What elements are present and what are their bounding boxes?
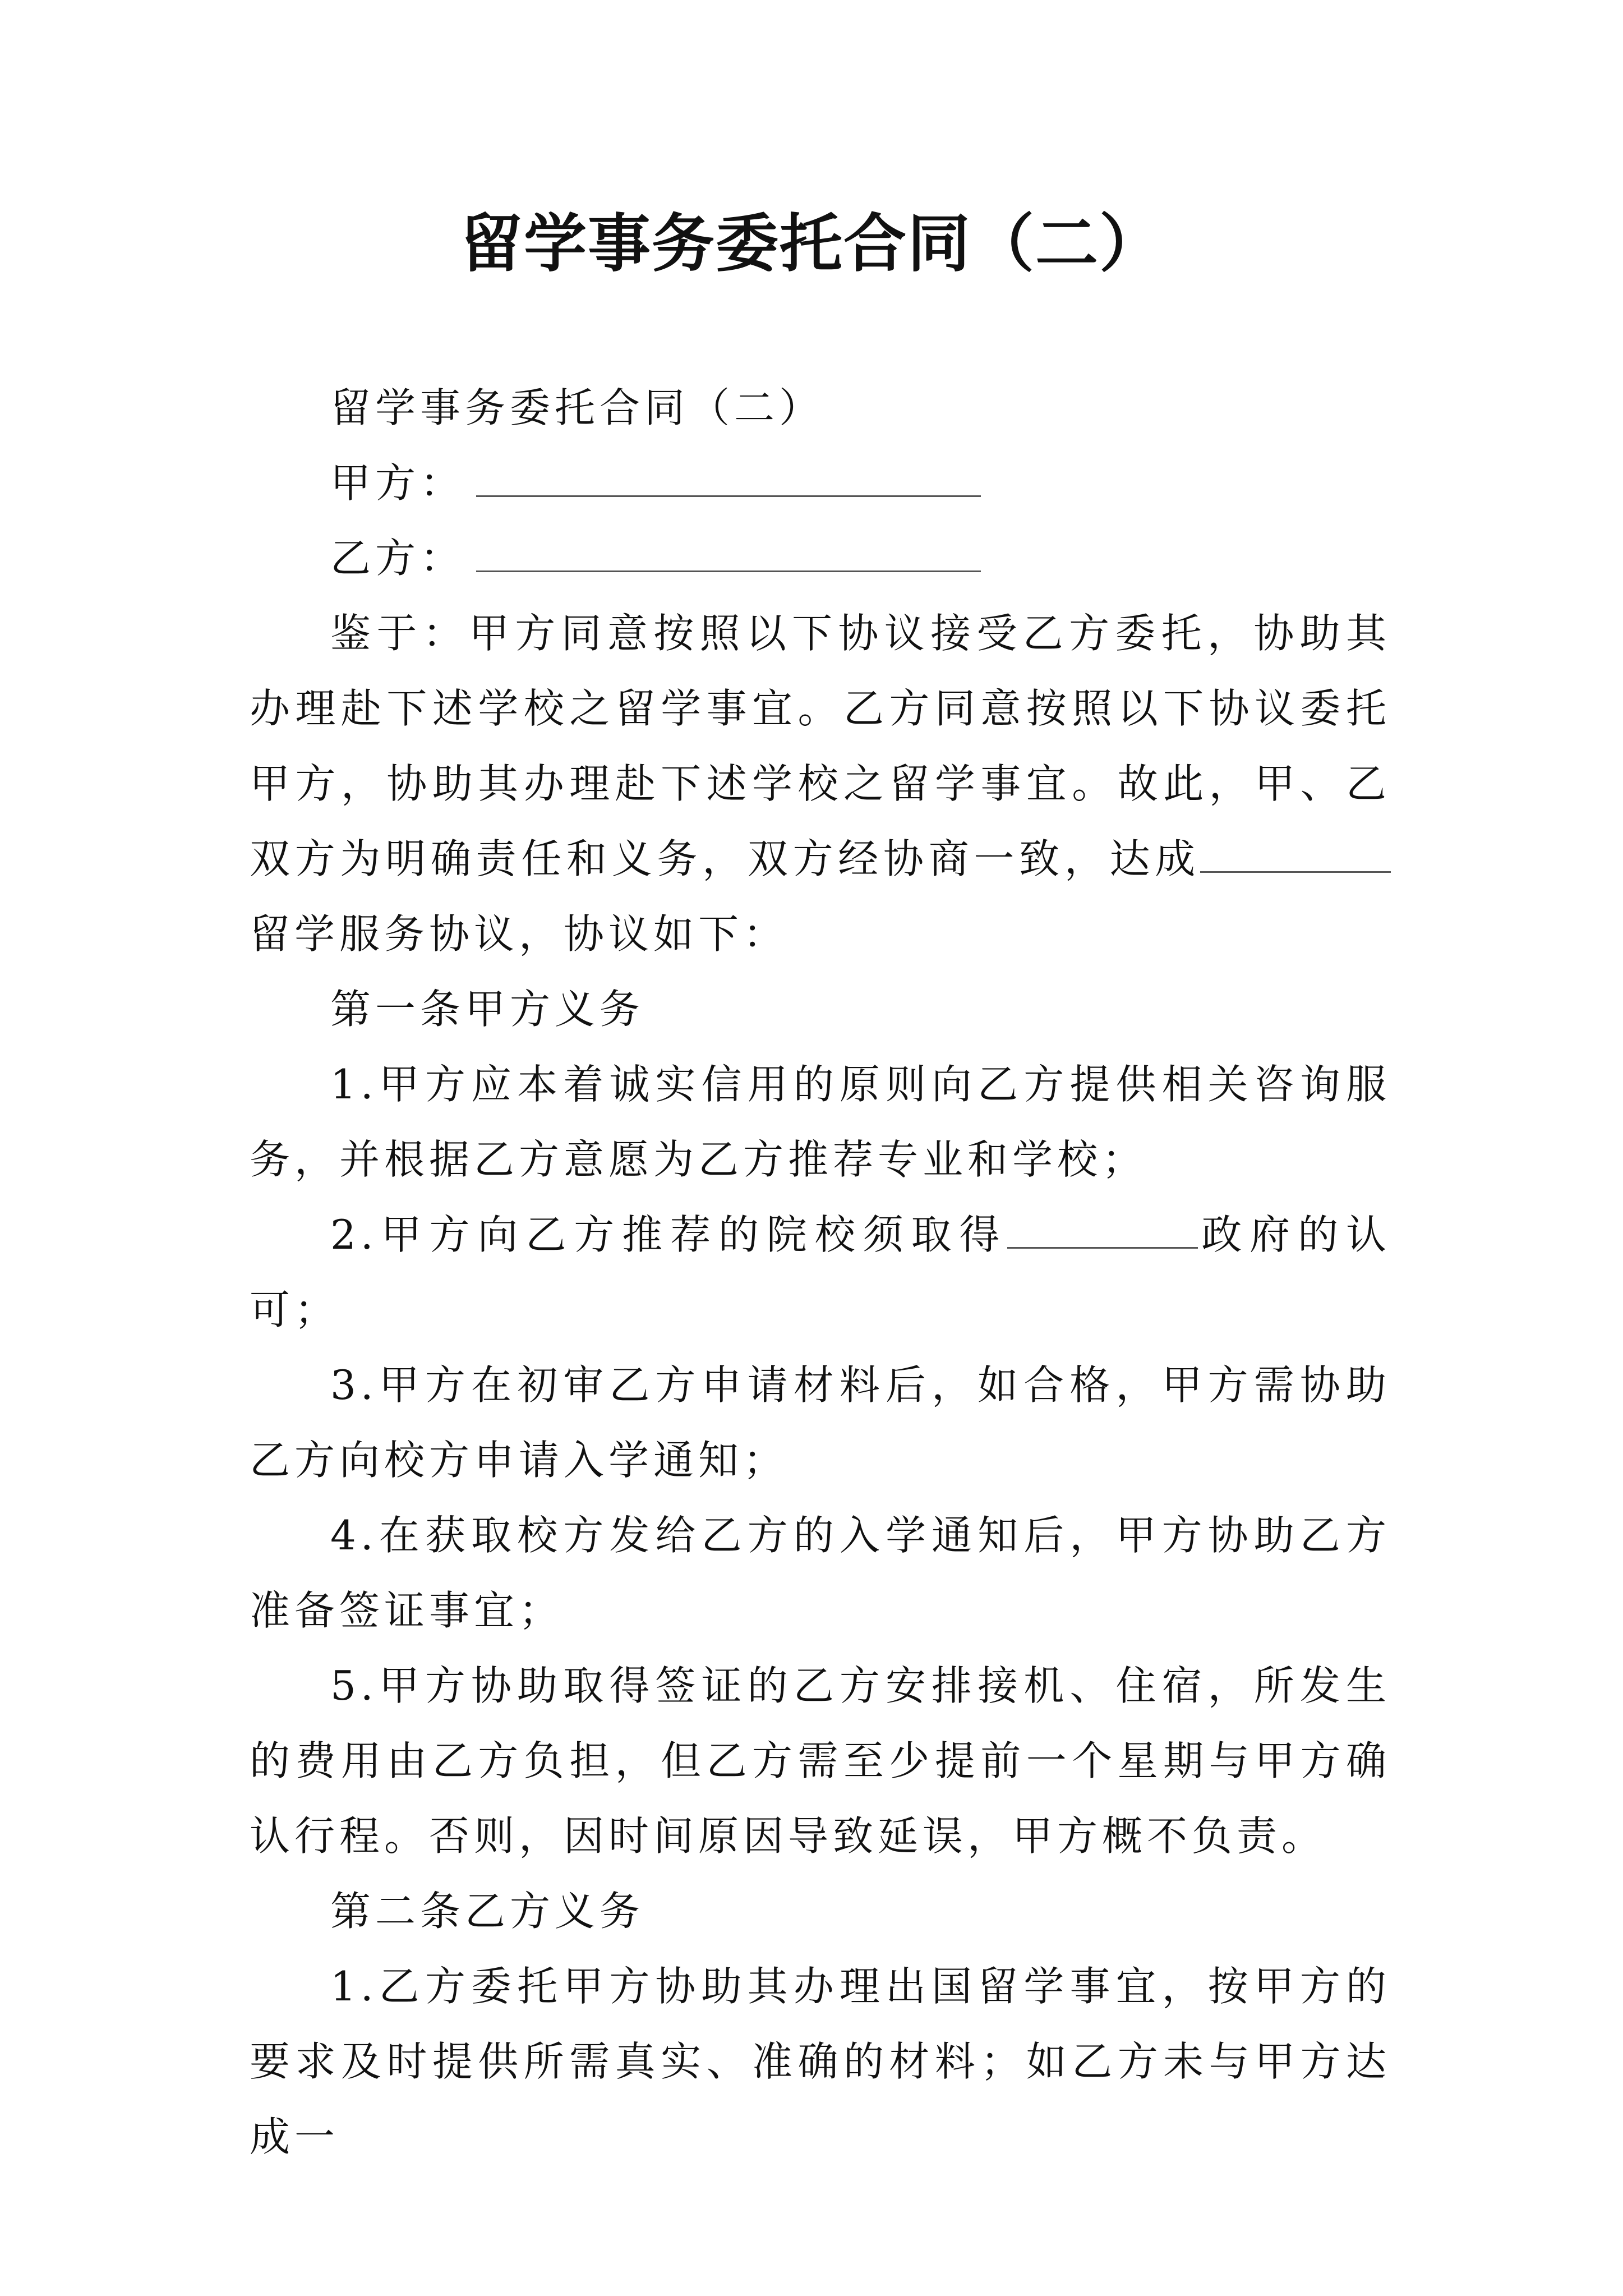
party-b-label: 乙方：	[330, 535, 465, 582]
document-body	[250, 370, 1391, 2174]
party-a-line	[250, 445, 1391, 521]
article1-item2-post: 政府的认可；	[250, 1211, 1391, 1333]
article1-heading: 第一条甲方义务	[330, 986, 645, 1033]
subtitle-paragraph: 留学事务委托合同（二）	[330, 384, 824, 431]
article2-heading: 第二条乙方义务	[330, 1888, 645, 1935]
whereas-paragraph	[250, 596, 1391, 972]
whereas-text-2: 留学服务协议，协议如下：	[250, 910, 789, 958]
party-a-blank	[476, 448, 981, 497]
whereas-text-1: 鉴于：甲方同意按照以下协议接受乙方委托，协助其办理赴下述学校之留学事宜。乙方同意按照以下协议委托甲方，协助其办理赴下述学校之留学事宜。故此，甲、乙双方为明确责任和义务，双方经协商一致，达成	[250, 610, 1391, 882]
article1-item3: 3.甲方在初审乙方申请材料后，如合格，甲方需协助乙方向校方申请入学通知；	[250, 1361, 1391, 1484]
party-b-line	[250, 521, 1391, 596]
article1-item2-pre: 2.甲方向乙方推荐的院校须取得	[330, 1211, 1008, 1258]
agreement-name-blank	[1200, 824, 1391, 873]
article1-item1: 1.甲方应本着诚实信用的原则向乙方提供相关咨询服务，并根据乙方意愿为乙方推荐专业和学校；	[250, 1061, 1391, 1183]
article1-item5: 5.甲方协助取得签证的乙方安排接机、住宿，所发生的费用由乙方负担，但乙方需至少提前一个星期与甲方确认行程。否则，因时间原因导致延误，甲方概不负责。	[250, 1662, 1391, 1860]
document-title: 留学事务委托合同（二）	[460, 207, 1163, 280]
article2-item1: 1.乙方委托甲方协助其办理出国留学事宜，按甲方的要求及时提供所需真实、准确的材料；如乙方未与甲方达成一	[250, 1963, 1391, 2160]
article1-item2	[250, 1197, 1391, 1347]
government-blank	[1007, 1200, 1198, 1249]
party-b-blank	[476, 523, 981, 572]
party-a-label: 甲方：	[330, 459, 465, 507]
article1-item4: 4.在获取校方发给乙方的入学通知后，甲方协助乙方准备签证事宜；	[250, 1512, 1391, 1634]
